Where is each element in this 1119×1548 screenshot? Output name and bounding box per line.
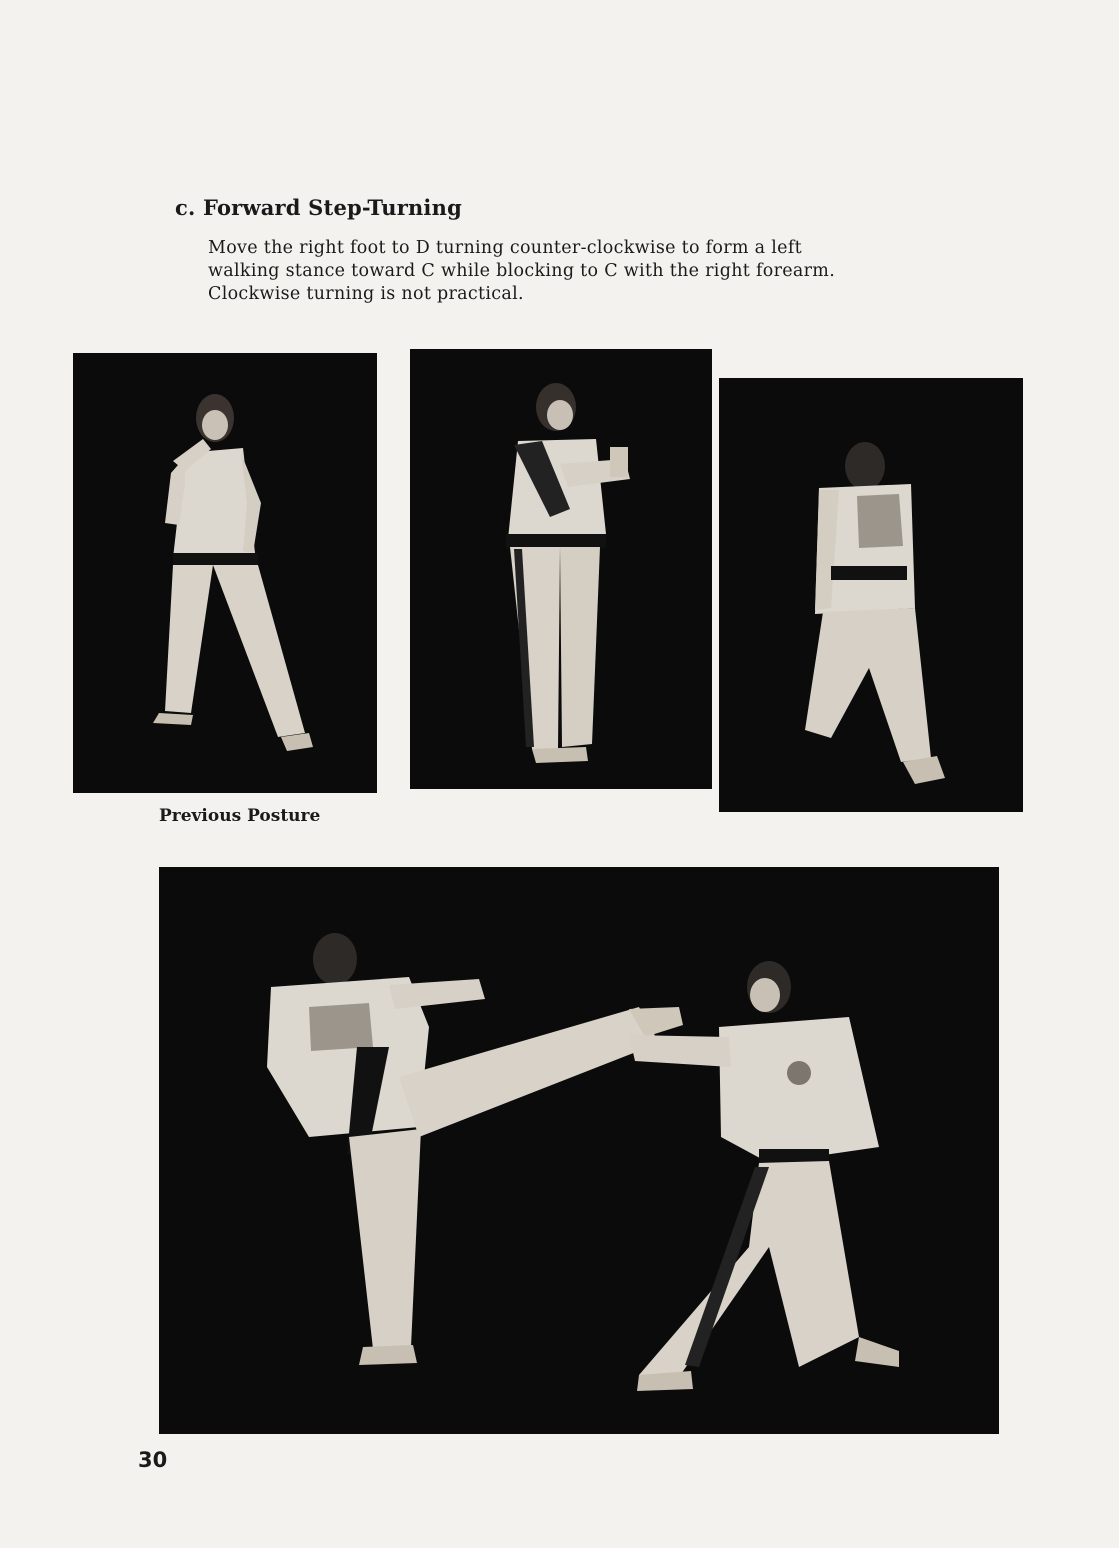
figure-back-turn [719,378,1023,812]
instruction-line: Move the right foot to D turning counter-clockwise to form a left [208,238,802,258]
photo-side-block [410,349,712,789]
figure-side-block [410,349,712,789]
figure-front-stance [73,353,377,793]
photo-back-turn [719,378,1023,812]
figure-sparring-kick [159,867,999,1434]
photo-sparring-kick [159,867,999,1434]
instruction-line: walking stance toward C while blocking to C with the right forearm. [208,261,836,281]
photo-previous-posture [73,353,377,793]
instruction-paragraph [208,237,948,306]
section-heading: c. Forward Step-Turning [175,195,462,220]
page-number: 30 [138,1448,168,1472]
caption-previous-posture: Previous Posture [159,806,321,826]
instruction-line: Clockwise turning is not practical. [208,284,524,304]
